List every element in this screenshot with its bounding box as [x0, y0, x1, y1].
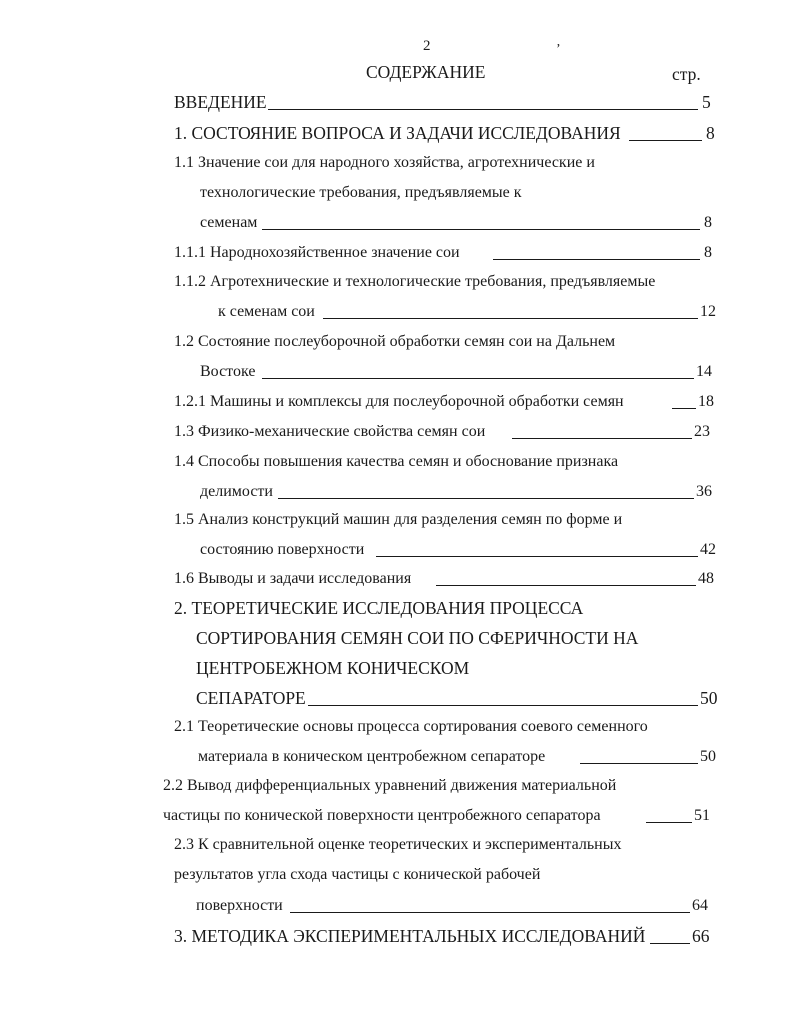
toc-page-number: 51: [694, 807, 710, 824]
toc-leader: [512, 438, 692, 439]
toc-entry-1-1-2-cont: к семенам сои: [218, 303, 315, 320]
page-title: СОДЕРЖАНИЕ: [366, 62, 486, 82]
toc-entry-chapter-3: 3. МЕТОДИКА ЭКСПЕРИМЕНТАЛЬНЫХ ИССЛЕДОВАНИЙ: [174, 926, 646, 946]
toc-entry-1-5-cont: состоянию поверхности: [200, 541, 365, 558]
toc-leader: [672, 408, 696, 409]
toc-leader: [376, 556, 698, 557]
toc-entry-chapter-1: 1. СОСТОЯНИЕ ВОПРОСА И ЗАДАЧИ ИССЛЕДОВАНИЯ: [174, 123, 621, 143]
toc-leader: [646, 822, 692, 823]
toc-entry-1-2-cont: Востоке: [200, 363, 256, 380]
toc-entry-1-1-cont: семенам: [200, 214, 258, 231]
toc-page-number: 8: [706, 123, 715, 143]
toc-leader: [278, 498, 694, 499]
toc-entry-2-2-cont: частицы по конической поверхности центробежного сепаратора: [163, 807, 601, 824]
toc-page-number: 64: [692, 897, 708, 914]
page-column-label: стр.: [672, 64, 701, 84]
toc-entry-chapter-2: 2. ТЕОРЕТИЧЕСКИЕ ИССЛЕДОВАНИЯ ПРОЦЕССА: [174, 598, 584, 618]
toc-page-number: 48: [698, 570, 714, 587]
toc-page-number: 14: [696, 363, 712, 380]
toc-page-number: 8: [704, 244, 712, 261]
toc-leader: [629, 140, 702, 141]
toc-page-number: 50: [700, 688, 718, 708]
toc-entry-chapter-2-cont: ЦЕНТРОБЕЖНОМ КОНИЧЕСКОМ: [196, 658, 470, 678]
toc-leader: [262, 378, 694, 379]
toc-entry-2-3: 2.3 К сравнительной оценке теоретических и экспериментальных: [174, 836, 622, 853]
toc-entry-2-3-cont: результатов угла схода частицы с конической рабочей: [174, 866, 541, 883]
toc-entry-1-4: 1.4 Способы повышения качества семян и обоснование признака: [174, 453, 619, 470]
toc-entry-chapter-2-cont: СЕПАРАТОРЕ: [196, 688, 306, 708]
toc-entry-1-6: 1.6 Выводы и задачи исследования: [174, 570, 412, 587]
toc-entry-2-1-cont: материала в коническом центробежном сепараторе: [198, 748, 546, 765]
toc-leader: [580, 763, 698, 764]
toc-leader: [268, 109, 698, 110]
toc-leader: [323, 318, 698, 319]
toc-page-number: 42: [700, 541, 716, 558]
toc-entry-1-5: 1.5 Анализ конструкций машин для разделения семян по форме и: [174, 511, 623, 528]
toc-page-number: 18: [698, 393, 714, 410]
toc-leader: [493, 259, 700, 260]
toc-entry-intro: ВВЕДЕНИЕ: [174, 92, 267, 112]
toc-entry-1-3: 1.3 Физико-механические свойства семян сои: [174, 423, 486, 440]
toc-entry-1-1-cont: технологические требования, предъявляемые к: [200, 184, 522, 201]
toc-leader: [262, 229, 700, 230]
toc-entry-chapter-2-cont: СОРТИРОВАНИЯ СЕМЯН СОИ ПО СФЕРИЧНОСТИ НА: [196, 628, 639, 648]
toc-leader: [436, 585, 696, 586]
toc-entry-2-2: 2.2 Вывод дифференциальных уравнений движения материальной: [163, 777, 617, 794]
toc-leader: [290, 912, 690, 913]
toc-page-number: 23: [694, 423, 710, 440]
toc-entry-1-1-2: 1.1.2 Агротехнические и технологические требования, предъявляемые: [174, 273, 656, 290]
toc-page-number: 12: [700, 303, 716, 320]
stray-mark: ’: [556, 42, 561, 57]
toc-page-number: 50: [700, 748, 716, 765]
toc-entry-2-3-cont: поверхности: [196, 897, 283, 914]
toc-entry-1-2: 1.2 Состояние послеуборочной обработки семян сои на Дальнем: [174, 333, 616, 350]
toc-page-number: 36: [696, 483, 712, 500]
toc-entry-1-1-1: 1.1.1 Народнохозяйственное значение сои: [174, 244, 460, 261]
toc-entry-1-1: 1.1 Значение сои для народного хозяйства, агротехнические и: [174, 154, 595, 171]
page-number: 2: [423, 38, 431, 54]
toc-entry-2-1: 2.1 Теоретические основы процесса сортирования соевого семенного: [174, 718, 648, 735]
toc-leader: [308, 705, 698, 706]
toc-entry-1-2-1: 1.2.1 Машины и комплексы для послеуборочной обработки семян: [174, 393, 624, 410]
toc-page-number: 8: [704, 214, 712, 231]
toc-leader: [650, 943, 690, 944]
toc-page-number: 66: [692, 926, 710, 946]
toc-entry-1-4-cont: делимости: [200, 483, 273, 500]
toc-page-number: 5: [702, 92, 711, 112]
